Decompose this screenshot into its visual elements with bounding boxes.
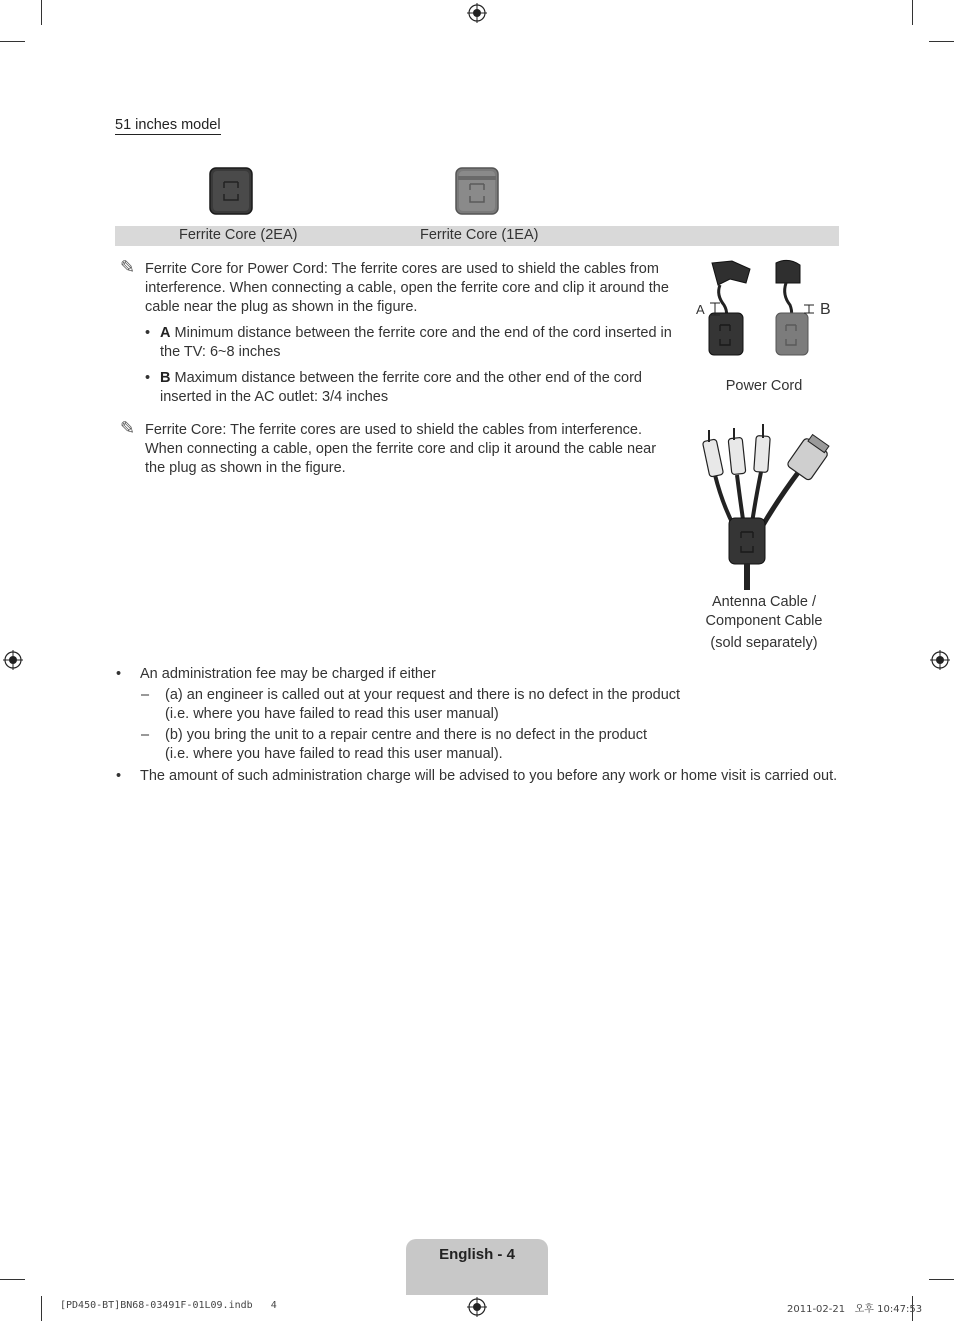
fee-dash-text: (a) an engineer is called out at your request and there is no defect in the product (165, 687, 681, 703)
ferrite-core-dark-icon (208, 166, 254, 216)
bullet-icon: • (116, 666, 122, 682)
note-pencil-icon: ✎ (120, 418, 136, 438)
dash-icon: – (141, 727, 150, 743)
section-title: 51 inches model (115, 117, 221, 133)
crop-mark (41, 0, 42, 25)
bullet-letter: A (160, 325, 171, 341)
note-pencil-icon: ✎ (120, 257, 136, 277)
registration-mark-icon (467, 3, 487, 23)
figure-caption-line: (sold separately) (710, 635, 818, 651)
crop-mark (0, 1279, 25, 1280)
accessory-caption-bar (115, 226, 839, 246)
crop-mark (929, 1279, 954, 1280)
figure-caption: Power Cord (725, 378, 803, 394)
file-slug: [PD450-BT]BN68-03491F-01L09.indb 4 (60, 1300, 277, 1311)
registration-mark-icon (3, 650, 23, 670)
crop-mark (912, 0, 913, 25)
fee-dash-text: (b) you bring the unit to a repair centre and there is no defect in the product (165, 727, 648, 743)
figure-caption-line: Component Cable (705, 613, 823, 629)
list-item (145, 369, 685, 407)
print-timestamp: 2011-02-21 오후 10:47:53 (787, 1304, 923, 1315)
page-number: English - 4 (439, 1246, 515, 1263)
list-item (145, 324, 685, 362)
accessory-caption: Ferrite Core (2EA) (179, 227, 298, 243)
accessory-caption: Ferrite Core (1EA) (420, 227, 539, 243)
crop-mark (0, 41, 25, 42)
bullet-icon: • (116, 768, 122, 784)
crop-mark (41, 1296, 42, 1321)
figure-label-b: B (820, 301, 831, 318)
note-text: Ferrite Core for Power Cord: The ferrite cores are used to shield the cables from interference. When connecting a cable, open the ferrite core and clip it around the cable near the plug as shown in the figure. (145, 261, 669, 315)
fee-dash-text: (i.e. where you have failed to read this user manual) (165, 706, 499, 722)
crop-mark (929, 41, 954, 42)
bullet-letter: B (160, 370, 171, 386)
page-number-tab (406, 1239, 548, 1295)
dash-icon: – (141, 687, 150, 703)
figure-caption-line: Antenna Cable / (712, 594, 816, 610)
bullet-icon: • (145, 325, 151, 341)
fee-bullet-text: The amount of such administration charge will be advised to you before any work or home visit is carried out. (140, 768, 838, 784)
bullet-text: Maximum distance between the ferrite core and the other end of the cord inserted in the AC outlet: 3/4 inches (160, 370, 642, 405)
bullet-text: Minimum distance between the ferrite core and the end of the cord inserted in the TV: 6~8 inches (160, 325, 672, 360)
note-text: Ferrite Core: The ferrite cores are used to shield the cables from interference. When connecting a cable, open the ferrite core and clip it around the cable near the plug as shown in the figure. (145, 422, 657, 476)
fee-dash-text: (i.e. where you have failed to read this user manual). (165, 746, 503, 762)
registration-mark-icon (467, 1297, 487, 1317)
bullet-icon: • (145, 370, 151, 386)
ferrite-core-gray-icon (454, 166, 500, 216)
component-cable-illustration (695, 420, 835, 595)
fee-bullet-text: An administration fee may be charged if either (140, 666, 436, 682)
figure-caption (690, 593, 838, 653)
registration-mark-icon (930, 650, 950, 670)
power-cord-illustration (690, 255, 840, 370)
figure-label-a: A (696, 302, 705, 317)
